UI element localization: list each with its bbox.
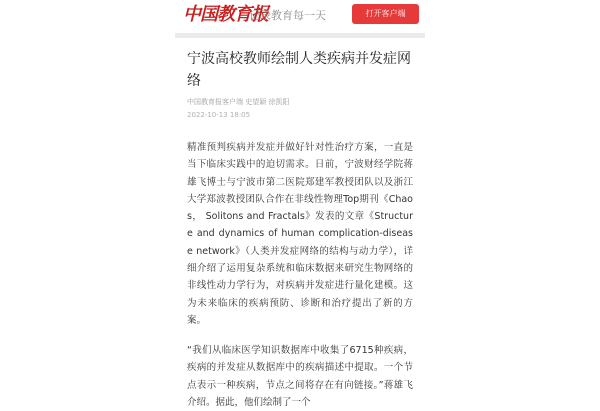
logo[interactable]: 中国教育报: [183, 4, 268, 25]
article-paragraph: “我们从临床医学知识数据库中收集了6715种疾病，疾病的并发症从数据库中的疾病描述中提取。一个节点表示一种疾病，节点之间将存在有向链接。”蒋雄飞介绍。据此，他们绘制了一个: [187, 345, 413, 408]
mobile-article-page: [175, 0, 425, 408]
article-source: 中国教育报客户端 史望颖 徐凯阳: [187, 98, 290, 106]
article-title: 宁波高校教师绘制人类疾病并发症网络: [187, 51, 411, 89]
open-app-button[interactable]: 打开客户端: [352, 4, 419, 24]
article-date: 2022-10-13 18:05: [187, 111, 251, 119]
slogan: 记录教育每一天: [249, 9, 326, 22]
app-header: [175, 0, 425, 33]
header-divider: [175, 33, 425, 38]
article-paragraph: 精准预判疾病并发症并做好针对性治疗方案，一直是当下临床实践中的迫切需求。日前，宁波财经学院蒋雄飞博士与宁波市第二医院郑建军教授团队以及浙江大学郑波教授团队合作在非线性物理Top期刊《Chaos， Solitons and Fractals》发表的文章《Structure and dynamics of human complication-disease network》（人类并发症网络的结构与动力学），详细介绍了运用复杂系统和临床数据来研究生物网络的非线性动力学行为，对疾病并发症进行量化建模。这为未来临床的疾病预防、诊断和治疗提出了新的方案。: [187, 142, 413, 326]
